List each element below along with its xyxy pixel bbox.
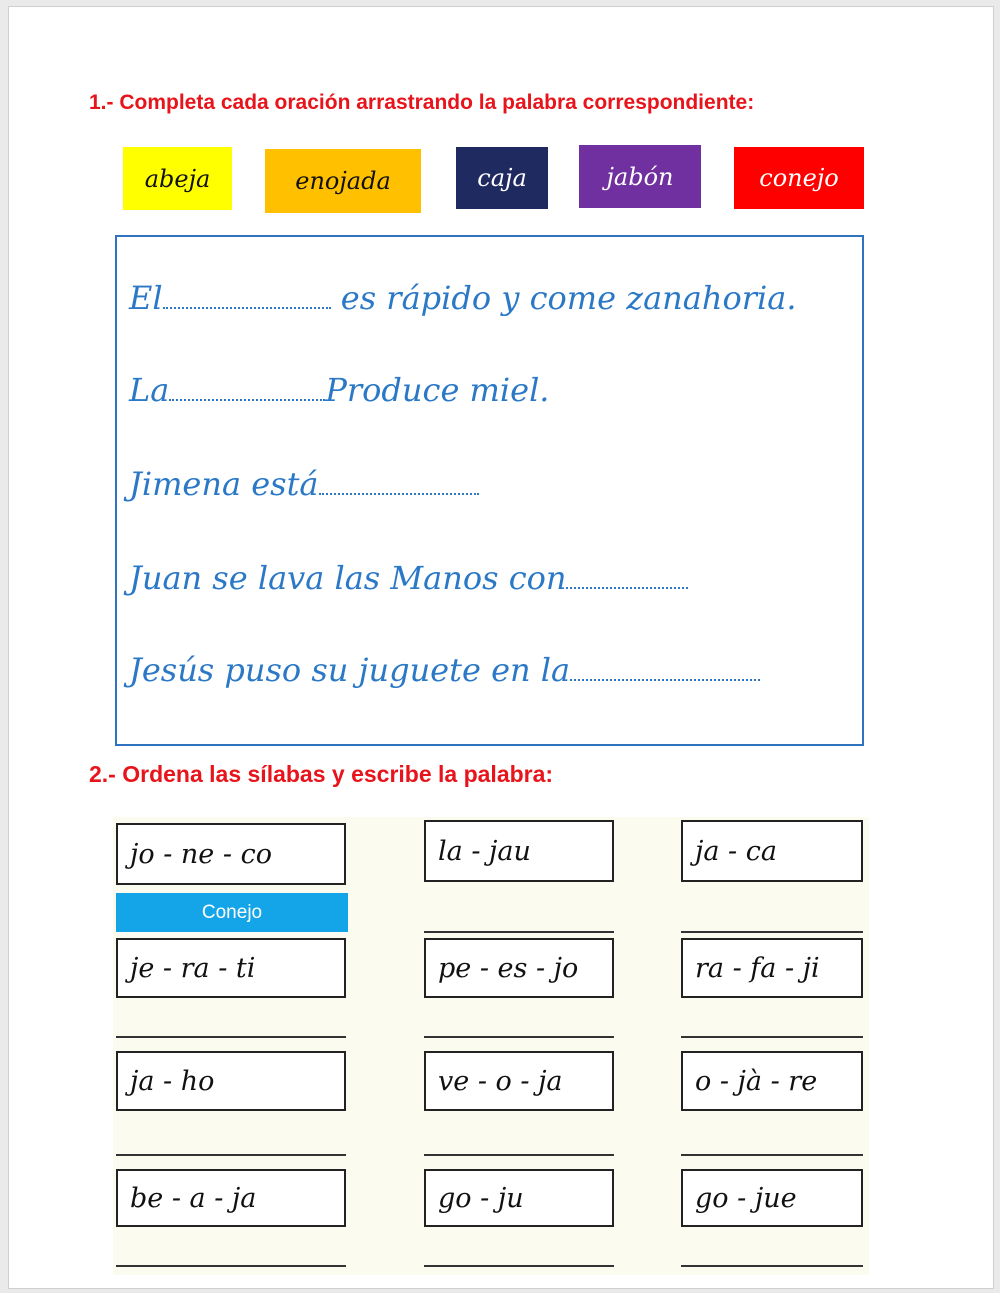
blank-dropzone[interactable]	[566, 567, 688, 589]
syllable-box	[424, 1169, 614, 1227]
syllable-text: be - a - ja	[130, 1182, 257, 1214]
syllables-area	[113, 817, 869, 1275]
syllable-box	[424, 820, 614, 882]
blank-dropzone[interactable]	[319, 473, 479, 495]
syllable-box	[116, 1169, 346, 1227]
blank-dropzone[interactable]	[169, 379, 325, 401]
sentence-5	[129, 651, 760, 689]
answer-text: Conejo	[201, 901, 263, 923]
syllable-text: ra - fa - ji	[695, 952, 820, 984]
word-chip-label: conejo	[759, 164, 839, 192]
word-chip-label: caja	[477, 164, 527, 192]
syllable-text: pe - es - jo	[438, 952, 579, 984]
sentence-text: El	[129, 279, 163, 317]
sentence-4	[129, 559, 688, 597]
sentence-text: Jimena está	[129, 465, 319, 503]
word-chip-label: abeja	[144, 164, 211, 193]
sentence-text: Produce miel.	[325, 371, 550, 409]
syllable-box	[681, 820, 863, 882]
answer-line[interactable]	[681, 1036, 863, 1038]
worksheet-page	[8, 6, 994, 1289]
section1-heading: 1.- Completa cada oración arrastrando la palabra correspondiente:	[89, 91, 755, 114]
sentence-text: es rápido y come zanahoria.	[330, 279, 797, 317]
word-chip-enojada[interactable]	[265, 149, 421, 213]
syllable-box	[681, 938, 863, 998]
word-chip-conejo[interactable]	[734, 147, 864, 209]
answer-line[interactable]	[116, 1154, 346, 1156]
syllable-box	[424, 1051, 614, 1111]
sentence-2	[129, 371, 549, 409]
answer-line[interactable]	[681, 1154, 863, 1156]
syllable-box	[681, 1169, 863, 1227]
blank-dropzone[interactable]	[570, 659, 760, 681]
word-chip-caja[interactable]	[456, 147, 548, 209]
word-chip-jabon[interactable]	[579, 145, 701, 208]
answer-chip[interactable]	[116, 893, 348, 932]
syllable-box	[424, 938, 614, 998]
word-chip-label: jabón	[606, 162, 674, 191]
word-chip-label: enojada	[295, 167, 391, 195]
answer-line[interactable]	[424, 1265, 614, 1267]
syllable-text: ja - ho	[130, 1065, 215, 1097]
answer-line[interactable]	[681, 1265, 863, 1267]
answer-line[interactable]	[424, 931, 614, 933]
syllable-box	[681, 1051, 863, 1111]
syllable-text: je - ra - ti	[130, 952, 256, 984]
sentence-3	[129, 465, 479, 503]
section2-heading: 2.- Ordena las sílabas y escribe la palabra:	[89, 761, 554, 787]
syllable-text: jo - ne - co	[130, 838, 272, 870]
syllable-box	[116, 823, 346, 885]
syllable-text: go - jue	[695, 1182, 797, 1214]
word-chip-abeja[interactable]	[123, 147, 232, 210]
syllable-box	[116, 1051, 346, 1111]
sentences-box	[115, 235, 864, 746]
syllable-text: la - jau	[438, 835, 531, 867]
answer-line[interactable]	[116, 1036, 346, 1038]
answer-line[interactable]	[424, 1154, 614, 1156]
syllable-box	[116, 938, 346, 998]
syllable-text: o - jà - re	[695, 1065, 818, 1097]
sentence-text: Jesús puso su juguete en la	[129, 651, 571, 689]
syllable-text: go - ju	[438, 1182, 524, 1214]
sentence-text: La	[129, 371, 170, 409]
blank-dropzone[interactable]	[163, 287, 331, 309]
syllable-text: ve - o - ja	[438, 1065, 563, 1097]
answer-line[interactable]	[116, 1265, 346, 1267]
answer-line[interactable]	[681, 931, 863, 933]
sentence-1	[129, 279, 796, 317]
syllable-text: ja - ca	[695, 835, 777, 867]
sentence-text: Juan se lava las Manos con	[129, 559, 567, 597]
answer-line[interactable]	[424, 1036, 614, 1038]
